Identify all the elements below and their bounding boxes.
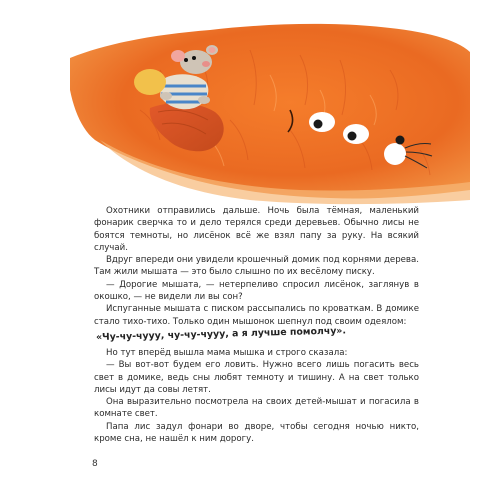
paragraph: — Вы вот-вот будем его ловить. Нужно всего лишь погасить весь свет в домике, ведь сны любят темноту и тишину. А на свет только лисы идут да совы летят. <box>94 360 419 395</box>
fox-and-mouse-illustration <box>0 0 500 210</box>
paragraph: Охотники отправились дальше. Ночь была тёмная, маленький фонарик сверчка то и дело терялся среди деревьев. Обычно лисы не боятся темноты, но лисёнок всё же взял папу за руку. На всякий случай. <box>94 206 419 253</box>
paragraph: Но тут вперёд вышла мама мышка и строго сказала: <box>106 347 348 358</box>
mouse-chant: «Чу-чу-чууу, чу-чу-чууу, а я лучше помолчу». <box>95 325 347 343</box>
fox-fur <box>70 24 470 199</box>
paragraph: Испуганные мышата с писком рассыпались по кроваткам. В домике стало тихо-тихо. Только один мышонок шепнул под своим одеялом: <box>94 304 419 327</box>
yellow-paw <box>134 69 166 95</box>
paragraph: Вдруг впереди они увидели крошечный домик под корнями дерева. Там жили мышата — это было слышно по их весёлому писку. <box>94 255 419 278</box>
paragraph: — Дорогие мышата, — нетерпеливо спросил лисёнок, заглянув в окошко, — не видели ли вы сон? <box>94 279 419 303</box>
story-text <box>94 205 419 445</box>
paragraph: Она выразительно посмотрела на своих детей-мышат и погасила в комнате свет. <box>94 397 419 420</box>
paragraph: Папа лис задул фонари во дворе, чтобы сегодня ночью никто, кроме сна, не нашёл к ним дорогу. <box>94 421 419 445</box>
page-number: 8 <box>92 459 98 469</box>
